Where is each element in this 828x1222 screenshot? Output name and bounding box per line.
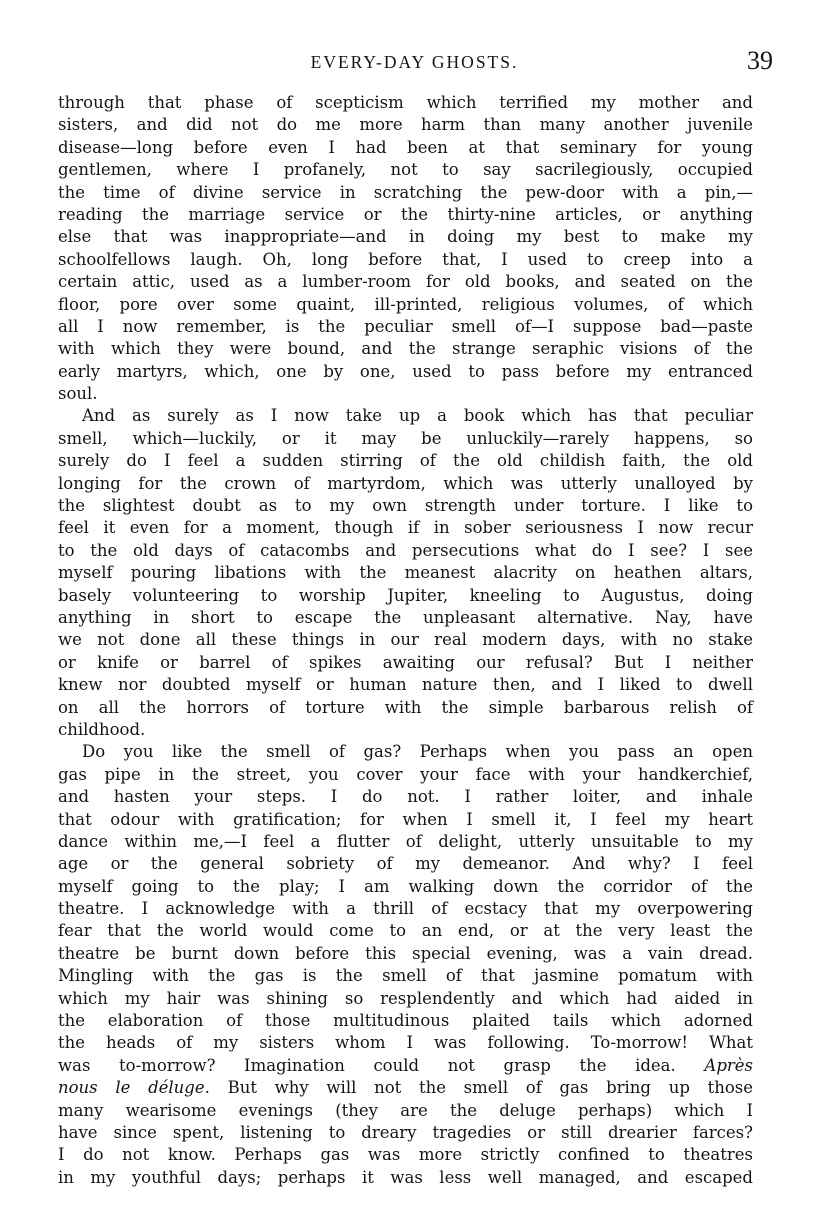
text-line: Do you like the smell of gas? Perhaps when you pass an open — [82, 742, 753, 762]
text-line: surely do I feel a sudden stirring of the old childish faith, the old — [58, 451, 753, 471]
text-line: with which they were bound, and the strange seraphic visions of the — [58, 339, 753, 359]
text-line: through that phase of scepticism which terrified my mother and — [58, 93, 753, 112]
text-line: else that was inappropriate—and in doing my best to make my — [58, 227, 753, 247]
text-line: basely volunteering to worship Jupiter, kneeling to Augustus, doing — [58, 585, 753, 605]
text-line: early martyrs, which, one by one, used to pass before my entranced — [58, 361, 753, 381]
text-line: that odour with gratification; for when I smell it, I feel my heart — [58, 809, 753, 829]
text-line: have since spent, listening to dreary tragedies or still drearier farces? — [58, 1122, 753, 1142]
paragraph-1 — [58, 92, 753, 405]
text-segment: was to-morrow? Imagination could not grasp the idea. — [58, 1055, 676, 1075]
text-line: longing for the crown of martyrdom, which was utterly unalloyed by — [58, 473, 753, 493]
text-line: dance within me,—I feel a flutter of delight, utterly unsuitable to my — [58, 831, 753, 851]
text-line: Mingling with the gas is the smell of that jasmine pomatum with — [58, 966, 753, 986]
text-line: knew nor doubted myself or human nature then, and I liked to dwell — [58, 675, 753, 695]
text-line: reading the marriage service or the thirty-nine articles, or anything — [58, 204, 753, 224]
italic-phrase: nous le déluge. — [58, 1078, 210, 1098]
text-segment: But why will not the smell of gas bring up those — [227, 1078, 753, 1098]
text-line: anything in short to escape the unpleasant alternative. Nay, have — [58, 607, 753, 627]
text-line: age or the general sobriety of my demeanor. And why? I feel — [58, 854, 753, 874]
page-header — [56, 46, 773, 86]
text-line: gentlemen, where I profanely, not to say sacrilegiously, occupied — [58, 160, 753, 180]
text-line: gas pipe in the street, you cover your face with your handkerchief, — [58, 764, 753, 784]
text-line: the time of divine service in scratching the pew-door with a pin,— — [58, 182, 753, 202]
text-line: the heads of my sisters whom I was following. To-morrow! What — [58, 1033, 753, 1053]
text-line: disease—long before even I had been at that seminary for young — [58, 137, 753, 157]
text-line: to the old days of catacombs and persecutions what do I see? I see — [58, 540, 753, 560]
text-line: all I now remember, is the peculiar smell of—I suppose bad—paste — [58, 316, 753, 336]
text-line: fear that the world would come to an end, or at the very least the — [58, 921, 753, 941]
text-line: theatre be burnt down before this special evening, was a vain dread. — [58, 943, 753, 963]
text-line: on all the horrors of torture with the simple barbarous relish of — [58, 697, 753, 717]
text-line-with-italic — [58, 1077, 753, 1099]
italic-phrase: Après — [704, 1055, 754, 1075]
text-line: sisters, and did not do me more harm than many another juvenile — [58, 115, 753, 135]
text-line: many wearisome evenings (they are the deluge perhaps) which I — [58, 1100, 753, 1120]
text-line: and hasten your steps. I do not. I rather loiter, and inhale — [58, 787, 753, 807]
text-line: schoolfellows laugh. Oh, long before that, I used to creep into a — [58, 249, 753, 269]
text-line: childhood. — [58, 719, 146, 739]
text-line: or knife or barrel of spikes awaiting our refusal? But I neither — [58, 652, 753, 672]
text-line-with-italic — [58, 1055, 753, 1077]
body-text — [58, 92, 753, 1189]
page-number: 39 — [747, 46, 773, 75]
text-line: the slightest doubt as to my own strength under torture. I like to — [58, 496, 753, 516]
text-line: which my hair was shining so resplendently and which had aided in — [58, 988, 753, 1008]
text-line: the elaboration of those multitudinous plaited tails which adorned — [58, 1011, 753, 1031]
text-line: we not done all these things in our real modern days, with no stake — [58, 630, 753, 650]
text-line: smell, which—luckily, or it may be unluckily—rarely happens, so — [58, 428, 753, 448]
text-line: myself going to the play; I am walking down the corridor of the — [58, 876, 753, 896]
text-line: certain attic, used as a lumber-room for old books, and seated on the — [58, 272, 753, 292]
text-line: theatre. I acknowledge with a thrill of ecstacy that my overpowering — [58, 899, 753, 919]
text-line: I do not know. Perhaps gas was more strictly confined to theatres — [58, 1145, 753, 1165]
text-line: myself pouring libations with the meanest alacrity on heathen altars, — [58, 563, 753, 583]
text-line: in my youthful days; perhaps it was less well managed, and escaped — [58, 1167, 753, 1187]
text-line: And as surely as I now take up a book which has that peculiar — [82, 406, 753, 426]
text-line: floor, pore over some quaint, ill-printed, religious volumes, of which — [58, 294, 753, 314]
text-line: soul. — [58, 384, 98, 404]
running-head: EVERY-DAY GHOSTS. — [310, 52, 519, 72]
text-line: feel it even for a moment, though if in sober seriousness I now recur — [58, 518, 753, 538]
paragraph-3 — [58, 741, 753, 1189]
paragraph-2 — [58, 405, 753, 741]
